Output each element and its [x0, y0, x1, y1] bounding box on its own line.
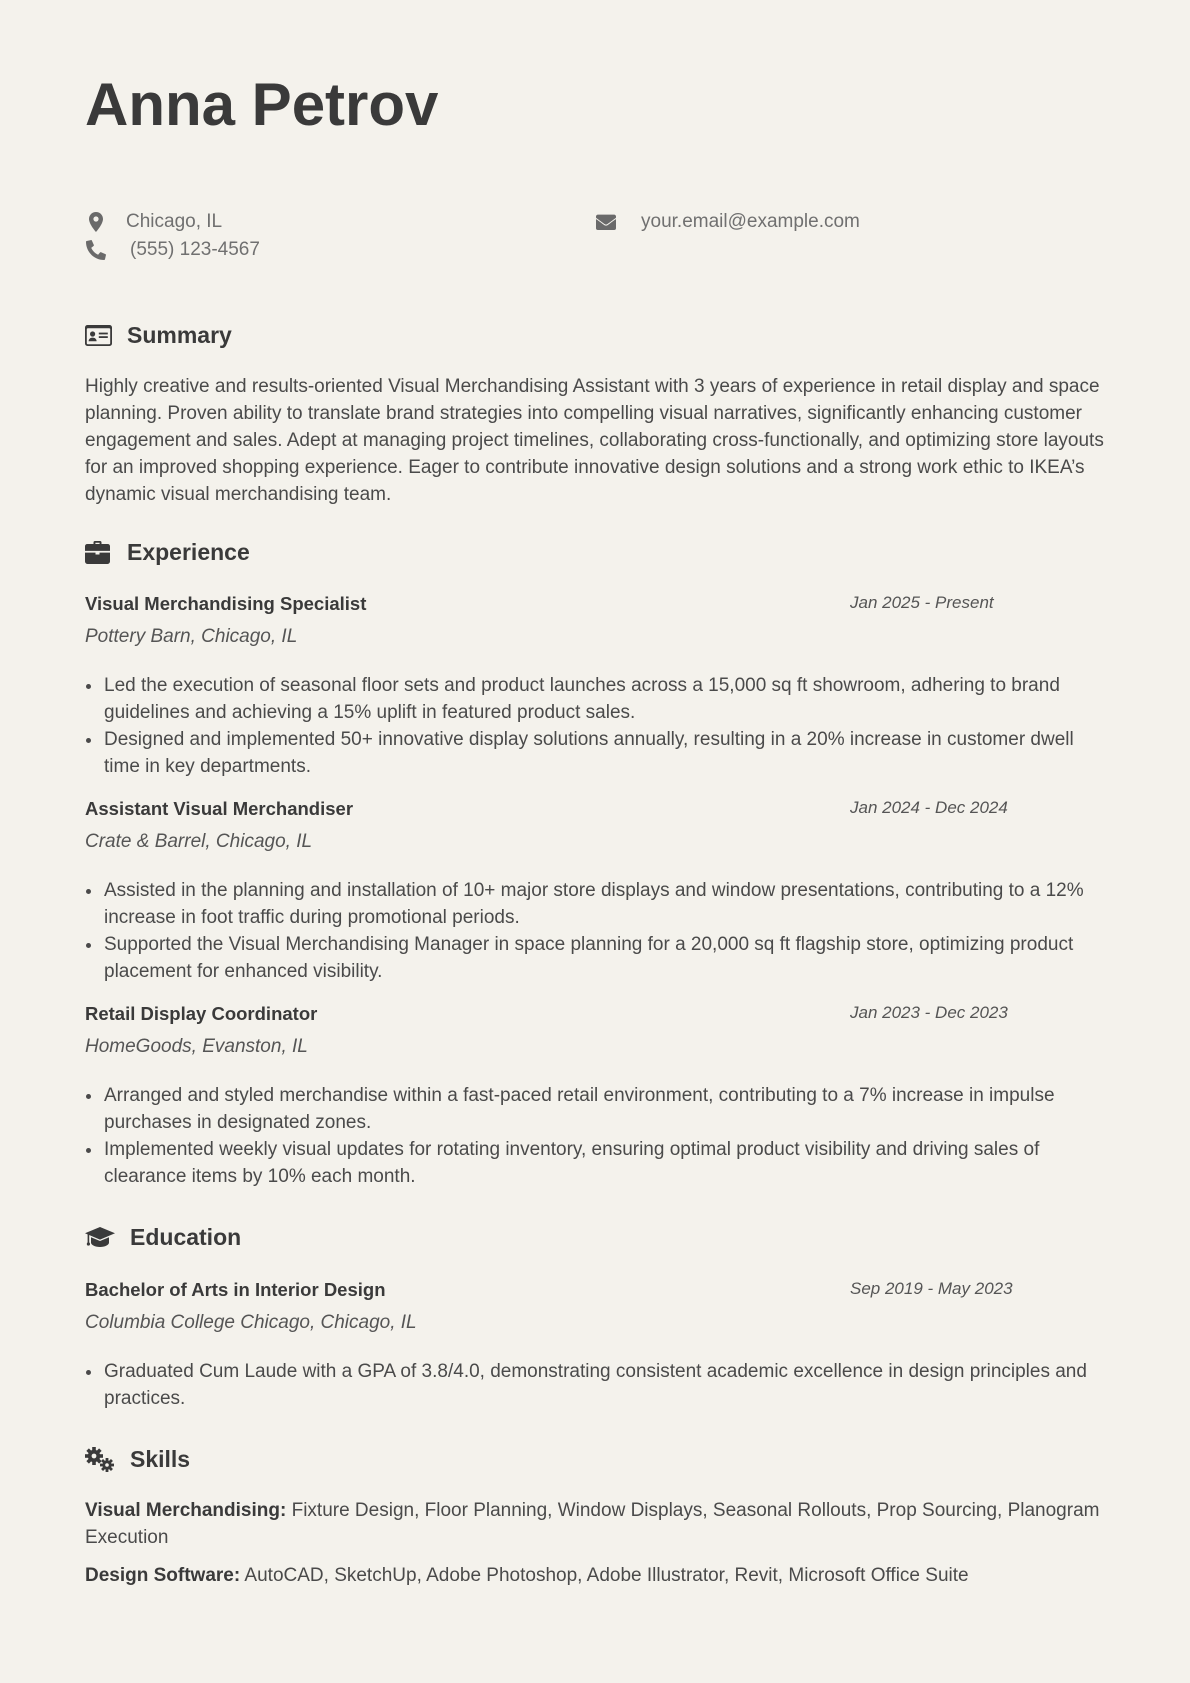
email-text: your.email@example.com [641, 211, 860, 232]
experience-heading-label: Experience [127, 539, 250, 565]
job-title: Assistant Visual Merchandiser [85, 798, 354, 819]
contact-phone [85, 239, 260, 261]
job-dates: Jan 2024 - Dec 2024 [850, 798, 1008, 817]
degree-title: Bachelor of Arts in Interior Design [85, 1279, 386, 1300]
gears-icon [85, 1447, 118, 1473]
job-title: Visual Merchandising Specialist [85, 593, 367, 614]
contact-location [85, 211, 222, 233]
job-dates: Jan 2023 - Dec 2023 [850, 1003, 1008, 1022]
list-item: Led the execution of seasonal floor sets and product launches across a 15,000 sq ft showroom, adhering to brand guidelines and achieving a 15% uplift in featured product sales. [85, 672, 1105, 726]
map-marker-icon [85, 211, 107, 233]
summary-heading-label: Summary [127, 322, 232, 348]
list-item: Supported the Visual Merchandising Manager in space planning for a 20,000 sq ft flagship store, optimizing product placement for enhanced visibility. [85, 931, 1105, 985]
list-item: Assisted in the planning and installation of 10+ major store displays and window presentations, contributing to a 12% increase in foot traffic during promotional periods. [85, 877, 1105, 931]
graduation-cap-icon [85, 1225, 118, 1251]
skill-value: AutoCAD, SketchUp, Adobe Photoshop, Adobe Illustrator, Revit, Microsoft Office Suite [240, 1565, 969, 1586]
job-org: Crate & Barrel, Chicago, IL [85, 831, 313, 852]
job-dates: Jan 2025 - Present [850, 593, 994, 612]
job-bullets [85, 877, 1105, 985]
skill-line-visual-merchandising [85, 1497, 1105, 1551]
summary-text: Highly creative and results-oriented Visual Merchandising Assistant with 3 years of experience in retail display and space planning. Proven ability to translate brand strategies into compelling visual narratives, significantly enhancing customer engagement and sales. Adept at managing project timelines, collaborating cross-functionally, and optimizing store layouts for an improved shopping experience. Eager to contribute innovative design solutions and a strong work ethic to IKEA’s dynamic visual merchandising team. [85, 376, 1104, 505]
education-bullets [85, 1358, 1105, 1412]
skill-value: Fixture Design, Floor Planning, Window Displays, Seasonal Rollouts, Prop Sourcing, Planogram Execution [85, 1500, 1100, 1548]
education-heading [85, 1224, 241, 1251]
list-item: Designed and implemented 50+ innovative display solutions annually, resulting in a 20% increase in customer dwell time in key departments. [85, 726, 1105, 780]
list-item: Graduated Cum Laude with a GPA of 3.8/4.0, demonstrating consistent academic excellence in design principles and practices. [85, 1358, 1105, 1412]
list-item: Implemented weekly visual updates for rotating inventory, ensuring optimal product visibility and driving sales of clearance items by 10% each month. [85, 1136, 1105, 1190]
experience-heading [85, 539, 250, 566]
phone-icon [85, 239, 107, 261]
skill-label: Design Software: [85, 1565, 241, 1586]
job-title: Retail Display Coordinator [85, 1003, 318, 1024]
summary-heading [85, 322, 232, 349]
list-item: Arranged and styled merchandise within a fast-paced retail environment, contributing to a 7% increase in impulse purchases in designated zones. [85, 1082, 1105, 1136]
degree-dates: Sep 2019 - May 2023 [850, 1279, 1013, 1298]
job-bullets [85, 1082, 1105, 1190]
skills-heading [85, 1446, 190, 1473]
contact-email [595, 211, 860, 233]
education-heading-label: Education [130, 1224, 242, 1250]
job-org: HomeGoods, Evanston, IL [85, 1036, 308, 1057]
school-name: Columbia College Chicago, Chicago, IL [85, 1312, 417, 1333]
skill-label: Visual Merchandising: [85, 1500, 287, 1521]
id-card-icon [85, 323, 115, 349]
job-org: Pottery Barn, Chicago, IL [85, 626, 298, 647]
envelope-icon [595, 211, 617, 233]
skill-line-design-software [85, 1562, 1105, 1589]
job-bullets [85, 672, 1105, 780]
skills-heading-label: Skills [130, 1446, 191, 1472]
location-text: Chicago, IL [126, 211, 223, 232]
briefcase-icon [85, 540, 115, 566]
candidate-name: Anna Petrov [85, 71, 439, 138]
phone-text: (555) 123-4567 [130, 239, 260, 260]
